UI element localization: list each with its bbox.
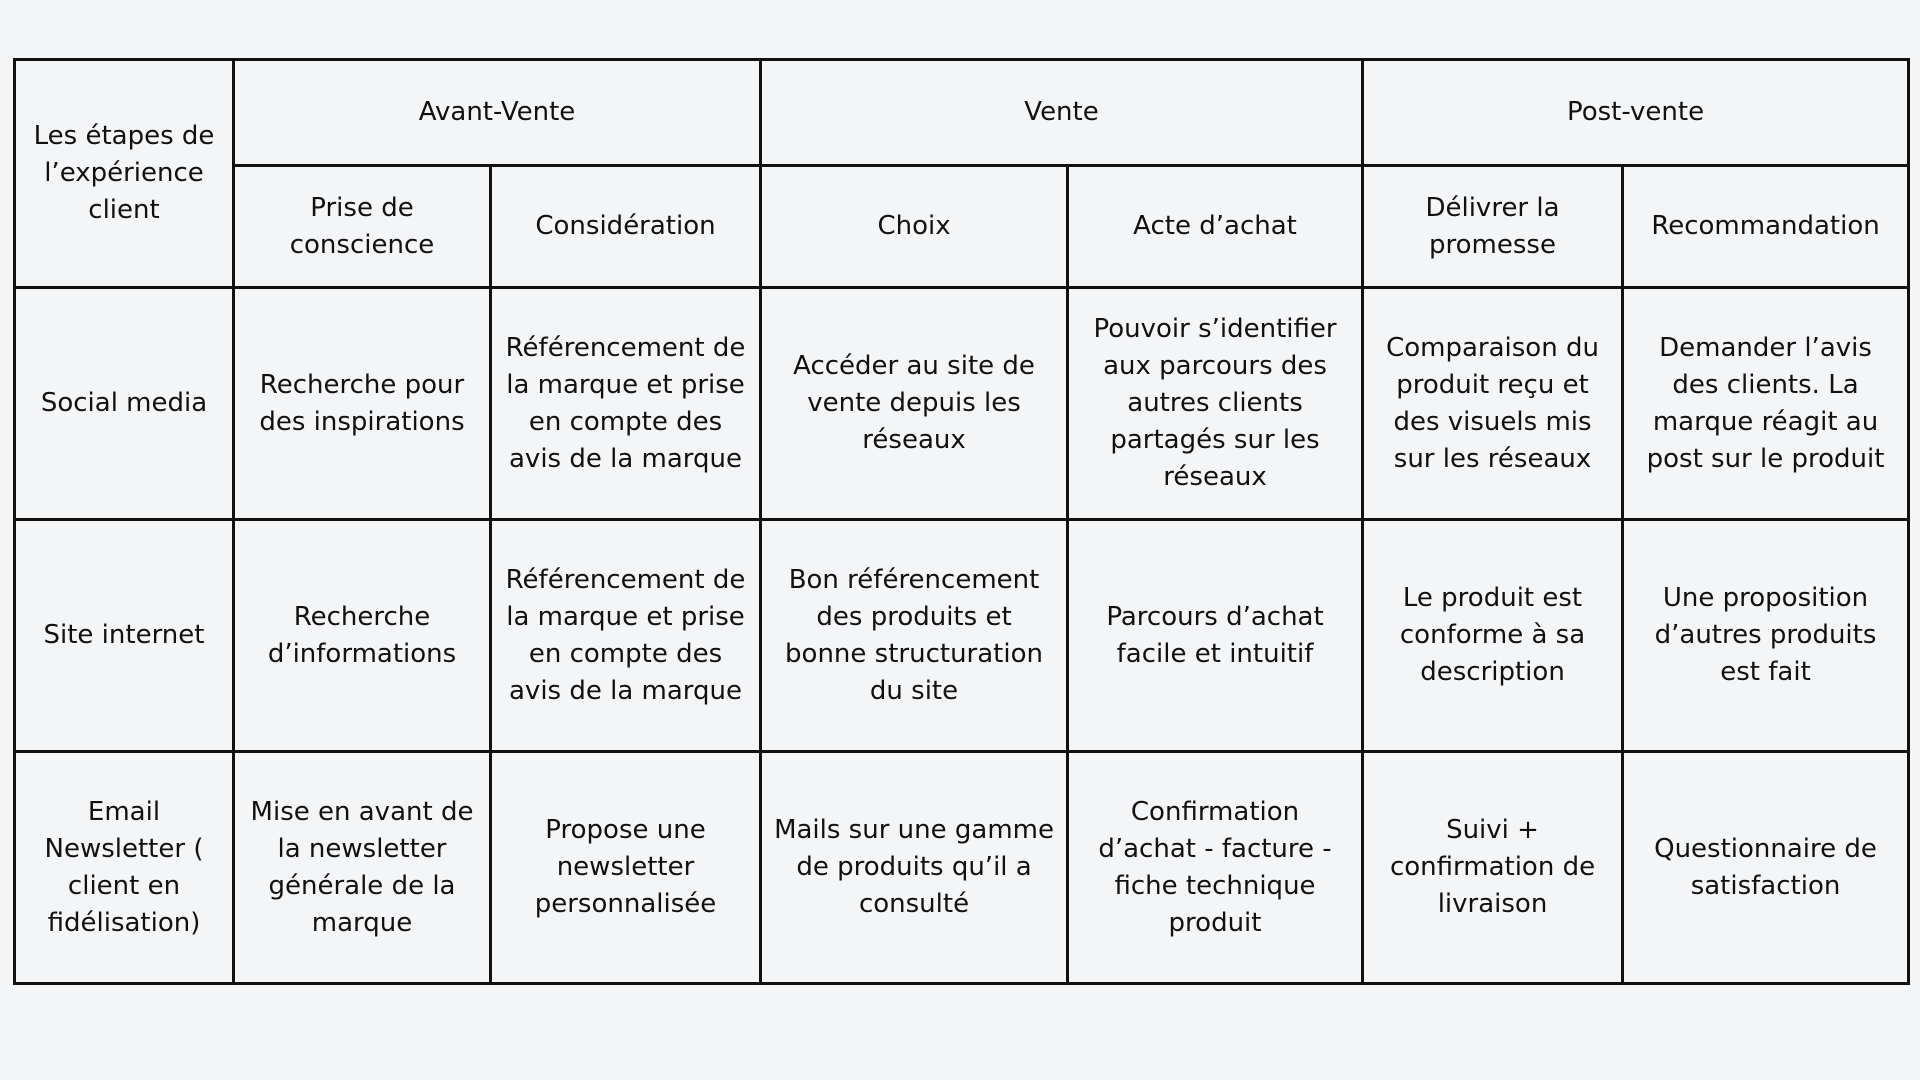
stage-header-delivrer-promesse: Délivrer la promesse [1363, 166, 1623, 288]
table-cell: Comparaison du produit reçu et des visuels mis sur les réseaux [1363, 288, 1623, 520]
table-cell: Questionnaire de satisfaction [1623, 752, 1909, 984]
row-label: Site internet [15, 520, 234, 752]
stage-header-choix: Choix [761, 166, 1068, 288]
table-row-social-media [15, 288, 1909, 520]
stage-header-recommandation: Recommandation [1623, 166, 1909, 288]
table-cell: Mails sur une gamme de produits qu’il a consulté [761, 752, 1068, 984]
customer-journey-table [13, 58, 1910, 985]
stage-header-consideration: Considération [491, 166, 761, 288]
table-cell: Propose une newsletter personnalisée [491, 752, 761, 984]
table-cell: Pouvoir s’identifier aux parcours des autres clients partagés sur les réseaux [1068, 288, 1363, 520]
phase-header-post-vente: Post-vente [1363, 60, 1909, 166]
corner-label: Les étapes de l’expérience client [15, 60, 234, 288]
table-cell: Suivi + confirmation de livraison [1363, 752, 1623, 984]
stage-header-row [15, 166, 1909, 288]
phase-header-row [15, 60, 1909, 166]
table-cell: Une proposition d’autres produits est fait [1623, 520, 1909, 752]
table-cell: Bon référencement des produits et bonne structuration du site [761, 520, 1068, 752]
table-cell: Mise en avant de la newsletter générale de la marque [234, 752, 491, 984]
table-cell: Recherche pour des inspirations [234, 288, 491, 520]
row-label: Email Newsletter ( client en fidélisation) [15, 752, 234, 984]
table-row-email-newsletter [15, 752, 1909, 984]
customer-journey-table-wrapper [13, 58, 1907, 983]
row-label: Social media [15, 288, 234, 520]
stage-header-prise-de-conscience: Prise de conscience [234, 166, 491, 288]
table-cell: Parcours d’achat facile et intuitif [1068, 520, 1363, 752]
stage-header-acte-achat: Acte d’achat [1068, 166, 1363, 288]
phase-header-vente: Vente [761, 60, 1363, 166]
table-cell: Le produit est conforme à sa description [1363, 520, 1623, 752]
table-cell: Demander l’avis des clients. La marque réagit au post sur le produit [1623, 288, 1909, 520]
table-cell: Confirmation d’achat - facture - fiche technique produit [1068, 752, 1363, 984]
phase-header-avant-vente: Avant-Vente [234, 60, 761, 166]
table-cell: Accéder au site de vente depuis les réseaux [761, 288, 1068, 520]
table-cell: Référencement de la marque et prise en compte des avis de la marque [491, 520, 761, 752]
table-row-site-internet [15, 520, 1909, 752]
table-cell: Référencement de la marque et prise en compte des avis de la marque [491, 288, 761, 520]
table-cell: Recherche d’informations [234, 520, 491, 752]
